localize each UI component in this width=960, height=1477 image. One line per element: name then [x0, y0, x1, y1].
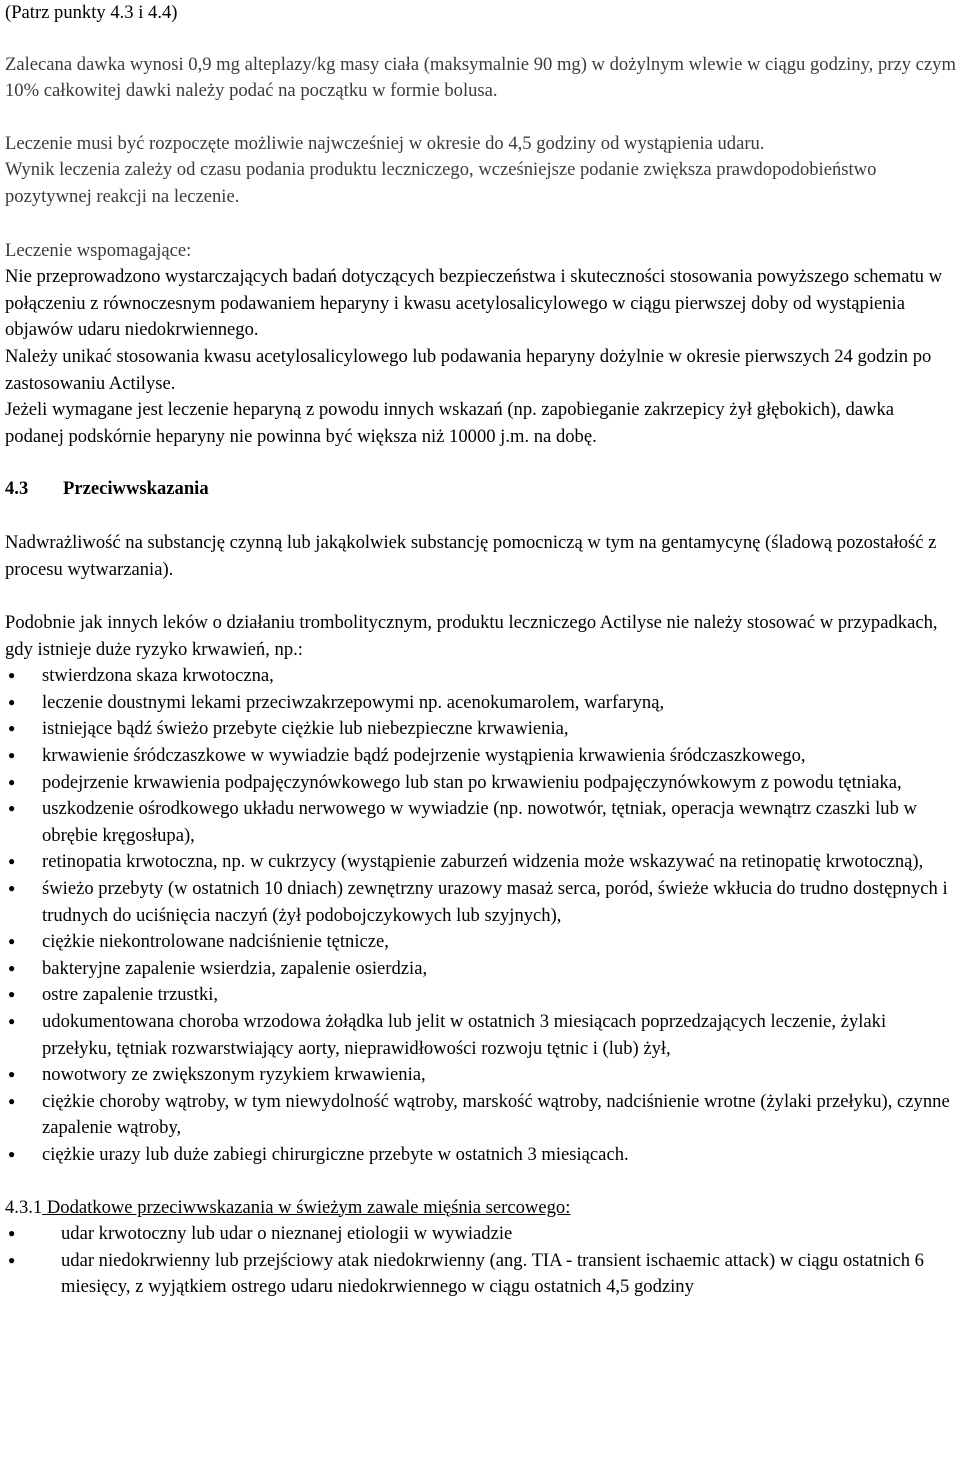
list-item: ● nowotwory ze zwiększonym ryzykiem krwawienia,: [5, 1062, 956, 1089]
list-item: ● ostre zapalenie trzustki,: [5, 982, 956, 1009]
list-item: ● podejrzenie krwawienia podpajęczynówkowego lub stan po krwawieniu podpajęczynówkowym z powodu tętniaka,: [5, 770, 956, 797]
list-item: ● retinopatia krwotoczna, np. w cukrzycy (wystąpienie zaburzeń widzenia może wskazywać na retinopatię krwotoczną),: [5, 849, 956, 876]
adjunct-title: Leczenie wspomagające:: [5, 239, 192, 261]
list-item: ● leczenie doustnymi lekami przeciwzakrzepowymi np. acenokumarolem, warfaryną,: [5, 690, 956, 717]
contraindications-list: [5, 663, 956, 1168]
list-item: ● udar krwotoczny lub udar o nieznanej etiologii w wywiadzie: [5, 1221, 956, 1248]
section-title: Przeciwwskazania: [63, 478, 209, 500]
adjunct-paragraph-2: Należy unikać stosowania kwasu acetylosalicylowego lub podawania heparyny dożylnie w okresie pierwszych 24 godzin po zastosowaniu Actilyse.: [5, 345, 932, 394]
list-item: ● świeżo przebyty (w ostatnich 10 dniach) zewnętrzny urazowy masaż serca, poród, świeże wkłucia do trudno dostępnych i trudnych do uciśnięcia naczyń (żył podobojczykowych lub szyjnych),: [5, 876, 956, 929]
list-item: ● ciężkie choroby wątroby, w tym niewydolność wątroby, marskość wątroby, nadciśnienie wrotne (żylaki przełyku), czynne zapalenie wątroby,: [5, 1089, 956, 1142]
list-item: ● stwierdzona skaza krwotoczna,: [5, 663, 956, 690]
list-item: ● uszkodzenie ośrodkowego układu nerwowego w wywiadzie (np. nowotwór, tętniak, operacja wewnątrz czaszki lub w obrębie kręgosłupa),: [5, 796, 956, 849]
list-item: ● ciężkie niekontrolowane nadciśnienie tętnicze,: [5, 929, 956, 956]
timing-paragraph-1: Leczenie musi być rozpoczęte możliwie najwcześniej w okresie do 4,5 godziny od wystąpienia udaru.: [5, 132, 765, 154]
section-number: 4.3: [5, 478, 29, 500]
list-item: ● istniejące bądź świeżo przebyte ciężkie lub niebezpieczne krwawienia,: [5, 716, 956, 743]
intro-reference: (Patrz punkty 4.3 i 4.4): [5, 2, 178, 23]
list-item: ● udar niedokrwienny lub przejściowy atak niedokrwienny (ang. TIA - transient ischaemic attack) w ciągu ostatnich 6 miesięcy, z wyjątkiem ostrego udaru niedokrwiennego w ciągu ostatnich 4,5 godziny: [5, 1248, 956, 1301]
bleeding-intro: Podobnie jak innych leków o działaniu trombolitycznym, produktu leczniczego Actilyse nie należy stosować w przypadkach, gdy istnieje duże ryzyko krwawień, np.:: [5, 612, 938, 660]
list-item: ● krwawienie śródczaszkowe w wywiadzie bądź podejrzenie wystąpienia krwawienia śródczaszkowego,: [5, 743, 956, 770]
subsection-heading: [5, 1195, 956, 1222]
subsection-title: [42, 1197, 570, 1218]
mi-contraindications-list: [5, 1221, 956, 1301]
timing-paragraph-2: Wynik leczenia zależy od czasu podania produktu leczniczego, wcześniejsze podanie zwiększa prawdopodobieństwo pozytywnej reakcji na leczenie.: [5, 159, 877, 207]
subsection-title-text: Dodatkowe przeciwwskazania w świeżym zawale mięśnia sercowego:: [46, 1196, 571, 1218]
hypersensitivity-paragraph: Nadwrażliwość na substancję czynną lub jakąkolwiek substancję pomocniczą w tym na gentamycynę (śladową pozostałość z procesu wytwarzania).: [5, 531, 937, 580]
subsection-number: 4.3.1: [5, 1196, 43, 1218]
adjunct-paragraph-3: Jeżeli wymagane jest leczenie heparyną z powodu innych wskazań (np. zapobieganie zakrzepicy żył głębokich), dawka podanej podskórnie heparyny nie powinna być większa niż 10000 j.m. na dobę.: [5, 399, 895, 447]
section-heading: [5, 476, 956, 503]
list-item: ● bakteryjne zapalenie wsierdzia, zapalenie osierdzia,: [5, 956, 956, 983]
dose-paragraph: Zalecana dawka wynosi 0,9 mg alteplazy/kg masy ciała (maksymalnie 90 mg) w dożylnym wlewie w ciągu godziny, przy czym 10% całkowitej dawki należy podać na początku w formie bolusa.: [5, 53, 956, 102]
list-item: ● udokumentowana choroba wrzodowa żołądka lub jelit w ostatnich 3 miesiącach poprzedzających leczenie, żylaki przełyku, tętniak rozwarstwiający aorty, nieprawidłowości rozwoju tętnic i (lub) żył,: [5, 1009, 956, 1062]
list-item: ● ciężkie urazy lub duże zabiegi chirurgiczne przebyte w ostatnich 3 miesiącach.: [5, 1142, 956, 1169]
adjunct-paragraph-1: Nie przeprowadzono wystarczających badań dotyczących bezpieczeństwa i skuteczności stosowania powyższego schematu w połączeniu z równoczesnym podawaniem heparyny i kwasu acetylosalicylowego w ciągu pierwszej doby od wystąpienia objawów udaru niedokrwiennego.: [5, 266, 943, 341]
